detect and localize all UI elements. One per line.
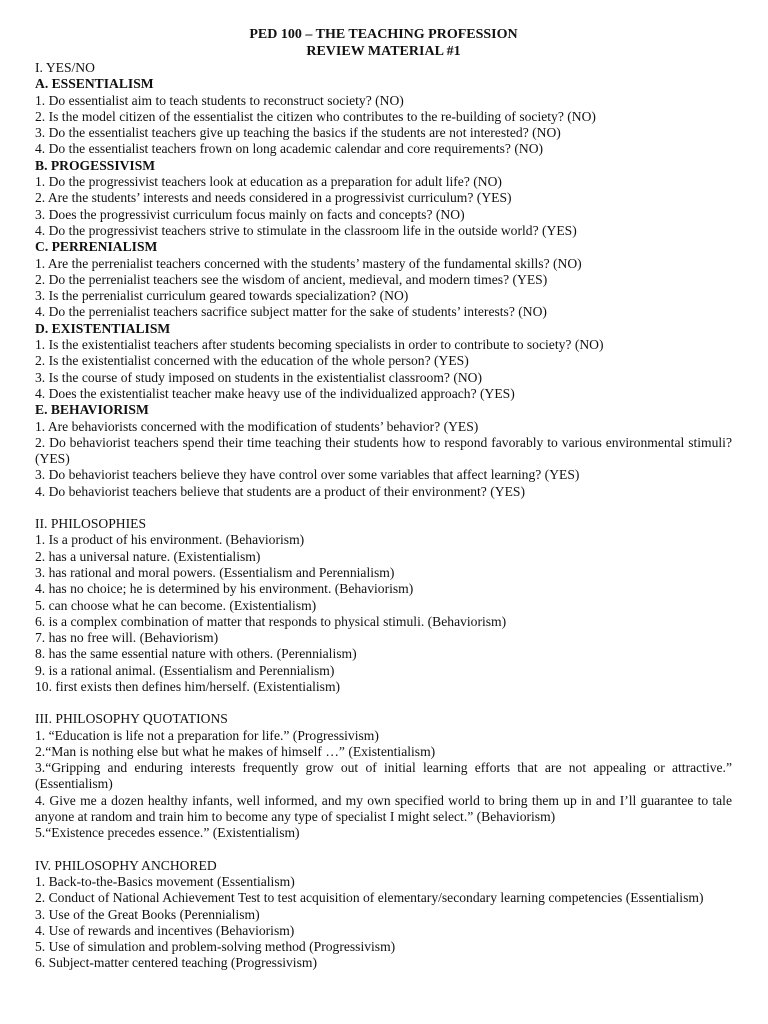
list-item: 3.“Gripping and enduring interests frequently grow out of initial learning efforts that are not appealing or attractive.” (Essentialism) [35,760,732,792]
list-item: 7. has no free will. (Behaviorism) [35,630,219,646]
section-heading: II. PHILOSOPHIES [35,516,147,532]
list-item: 2. Conduct of National Achievement Test to test acquisition of elementary/secondary learning competencies (Essentialism) [35,890,704,906]
section-yes-no [35,60,732,500]
list-item: 2. Is the model citizen of the essentialist the citizen who contributes to the re-building of society? (NO) [35,108,596,124]
list-item: 5.“Existence precedes essence.” (Existentialism) [35,825,300,841]
list-item: 1. “Education is life not a preparation for life.” (Progressivism) [35,727,379,743]
list-item: 3. has rational and moral powers. (Essentialism and Perennialism) [35,564,395,580]
list-item: 4. Do behaviorist teachers believe that students are a product of their environment? (YES) [35,483,525,499]
list-item: 1. Is a product of his environment. (Behaviorism) [35,532,305,548]
group-existentialism [35,321,732,402]
section-heading: I. YES/NO [35,60,95,75]
title-line-2: REVIEW MATERIAL #1 [306,43,461,59]
list-item: 1. Do the progressivist teachers look at education as a preparation for adult life? (NO) [35,174,502,190]
list-item: 2.“Man is nothing else but what he makes of himself …” (Existentialism) [35,743,436,759]
section-philosophy-anchored [35,858,732,972]
list-item: 5. Use of simulation and problem-solving method (Progressivism) [35,939,396,955]
list-item: 2. Are the students’ interests and needs considered in a progressivist curriculum? (YES) [35,190,512,206]
list-item: 1. Are the perrenialist teachers concerned with the students’ mastery of the fundamental skills? (NO) [35,255,582,271]
list-item: 10. first exists then defines him/herself. (Existentialism) [35,678,341,694]
list-item: 3. Is the course of study imposed on students in the existentialist classroom? (NO) [35,369,483,385]
group-heading: D. EXISTENTIALISM [35,320,171,336]
group-progessivism [35,158,732,239]
list-item: 4. Use of rewards and incentives (Behaviorism) [35,922,295,938]
list-item: 4. Does the existentialist teacher make heavy use of the individualized approach? (YES) [35,385,515,401]
list-item: 4. Do the progressivist teachers strive to stimulate in the classroom life in the outside world? (YES) [35,222,577,238]
list-item: 4. Give me a dozen healthy infants, well informed, and my own specified world to bring them up in and I’ll guarantee to tale anyone at random and train him to become any type of specialist I might select.” (Behaviorism) [35,792,732,825]
list-item: 4. Do the perrenialist teachers sacrifice subject matter for the sake of students’ interests? (NO) [35,304,547,320]
document-title [35,27,732,60]
group-behaviorism [35,402,732,500]
section-heading: IV. PHILOSOPHY ANCHORED [35,857,217,873]
section-philosophies [35,516,732,695]
list-item: 2. Do behaviorist teachers spend their time teaching their students how to respond favorably to various environmental stimuli? (YES) [35,434,732,467]
group-heading: A. ESSENTIALISM [35,76,154,92]
list-item: 2. has a universal nature. (Existentialism) [35,548,261,564]
group-perrenialism [35,239,732,320]
list-item: 2. Is the existentialist concerned with the education of the whole person? (YES) [35,353,469,369]
group-heading: E. BEHAVIORISM [35,402,149,418]
list-item: 1. Back-to-the-Basics movement (Essentialism) [35,873,295,889]
list-item: 3. Is the perrenialist curriculum geared towards specialization? (NO) [35,288,409,304]
list-item: 6. Subject-matter centered teaching (Progressivism) [35,955,317,971]
group-essentialism [35,76,732,157]
list-item: 9. is a rational animal. (Essentialism and Perennialism) [35,662,335,678]
list-item: 2. Do the perrenialist teachers see the wisdom of ancient, medieval, and modern times? (YES) [35,271,548,287]
list-item: 4. has no choice; he is determined by his environment. (Behaviorism) [35,581,414,597]
list-item: 1. Is the existentialist teachers after students becoming specialists in order to contribute to society? (NO) [35,337,604,353]
list-item: 5. can choose what he can become. (Existentialism) [35,597,317,613]
group-heading: B. PROGESSIVISM [35,157,156,173]
list-item: 8. has the same essential nature with others. (Perennialism) [35,646,357,662]
list-item: 3. Do behaviorist teachers believe they have control over some variables that affect learning? (YES) [35,467,580,483]
section-heading: III. PHILOSOPHY QUOTATIONS [35,711,228,727]
list-item: 3. Use of the Great Books (Perennialism) [35,906,260,922]
list-item: 1. Are behaviorists concerned with the modification of students’ behavior? (YES) [35,418,479,434]
list-item: 3. Do the essentialist teachers give up teaching the basics if the students are not interested? (NO) [35,125,561,141]
section-philosophy-quotations [35,711,732,841]
group-heading: C. PERRENIALISM [35,239,158,255]
list-item: 3. Does the progressivist curriculum focus mainly on facts and concepts? (NO) [35,206,465,222]
list-item: 1. Do essentialist aim to teach students to reconstruct society? (NO) [35,92,404,108]
title-line-1: PED 100 – THE TEACHING PROFESSION [249,27,518,42]
list-item: 6. is a complex combination of matter that responds to physical stimuli. (Behaviorism) [35,613,507,629]
list-item: 4. Do the essentialist teachers frown on long academic calendar and core requirements? (NO) [35,141,544,157]
